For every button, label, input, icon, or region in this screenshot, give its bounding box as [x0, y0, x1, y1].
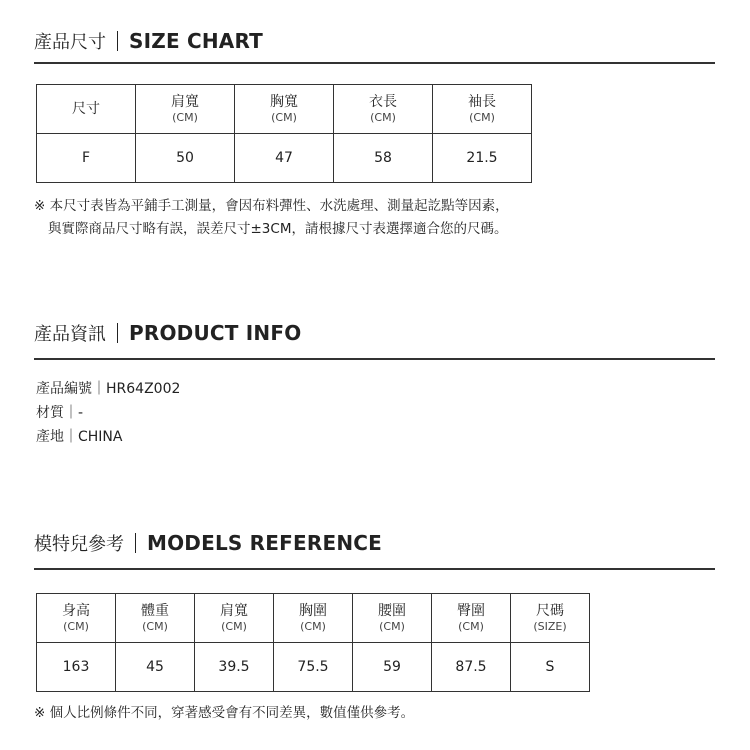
header-cell-sleeve: 袖長 (CM)	[433, 85, 532, 134]
table-cell: 21.5	[433, 134, 532, 183]
table-cell: S	[511, 643, 590, 692]
table-cell: 50	[136, 134, 235, 183]
title-separator	[117, 323, 118, 343]
size-chart-title-en: SIZE CHART	[129, 29, 264, 53]
models-title-zh: 模特兒參考	[34, 534, 124, 555]
header-cell-chest: 胸寬 (CM)	[235, 85, 334, 134]
size-table-header-row	[37, 85, 532, 134]
table-cell: 75.5	[274, 643, 353, 692]
models-table	[36, 593, 590, 692]
header-cell-shoulder: 肩寬 (CM)	[136, 85, 235, 134]
size-chart-section	[34, 26, 715, 256]
product-info-heading	[34, 318, 715, 348]
header-cell-length: 衣長 (CM)	[334, 85, 433, 134]
header-cell-size: 尺碼 (SIZE)	[511, 594, 590, 643]
header-cell-height: 身高 (CM)	[37, 594, 116, 643]
product-info-title-zh: 產品資訊	[34, 324, 106, 345]
table-cell: F	[37, 134, 136, 183]
size-chart-heading	[34, 26, 715, 56]
models-table-row	[37, 643, 590, 692]
title-separator	[117, 31, 118, 51]
material-line: 材質｜-	[36, 405, 84, 421]
title-separator	[135, 533, 136, 553]
product-info-title-en: PRODUCT INFO	[129, 321, 302, 345]
header-cell-shoulder: 肩寬 (CM)	[195, 594, 274, 643]
table-cell: 163	[37, 643, 116, 692]
table-cell: 39.5	[195, 643, 274, 692]
section-divider	[34, 358, 715, 360]
header-cell-weight: 體重 (CM)	[116, 594, 195, 643]
product-code-line: 產品編號｜HR64Z002	[36, 381, 181, 397]
table-cell: 59	[353, 643, 432, 692]
table-cell: 47	[235, 134, 334, 183]
product-info-section	[34, 318, 715, 458]
header-cell-size: 尺寸	[37, 85, 136, 134]
models-note: ※ 個人比例條件不同，穿著感受會有不同差異，數值僅供參考。	[34, 705, 415, 721]
size-table-row	[37, 134, 532, 183]
models-title-en: MODELS REFERENCE	[147, 531, 383, 555]
header-cell-waist: 腰圍 (CM)	[353, 594, 432, 643]
size-chart-title-zh: 產品尺寸	[34, 32, 106, 53]
size-note-line-1: ※ 本尺寸表皆為平鋪手工測量，會因布料彈性、水洗處理、測量起訖點等因素，	[34, 198, 509, 214]
models-reference-section	[34, 528, 715, 728]
section-divider	[34, 568, 715, 570]
header-cell-hip: 臀圍 (CM)	[432, 594, 511, 643]
table-cell: 45	[116, 643, 195, 692]
size-note-line-2: 與實際商品尺寸略有誤，誤差尺寸±3CM，請根據尺寸表選擇適合您的尺碼。	[48, 221, 508, 237]
table-cell: 87.5	[432, 643, 511, 692]
size-table	[36, 84, 532, 183]
models-reference-heading	[34, 528, 715, 558]
header-cell-bust: 胸圍 (CM)	[274, 594, 353, 643]
section-divider	[34, 62, 715, 64]
models-table-header-row	[37, 594, 590, 643]
table-cell: 58	[334, 134, 433, 183]
origin-line: 產地｜CHINA	[36, 429, 123, 445]
